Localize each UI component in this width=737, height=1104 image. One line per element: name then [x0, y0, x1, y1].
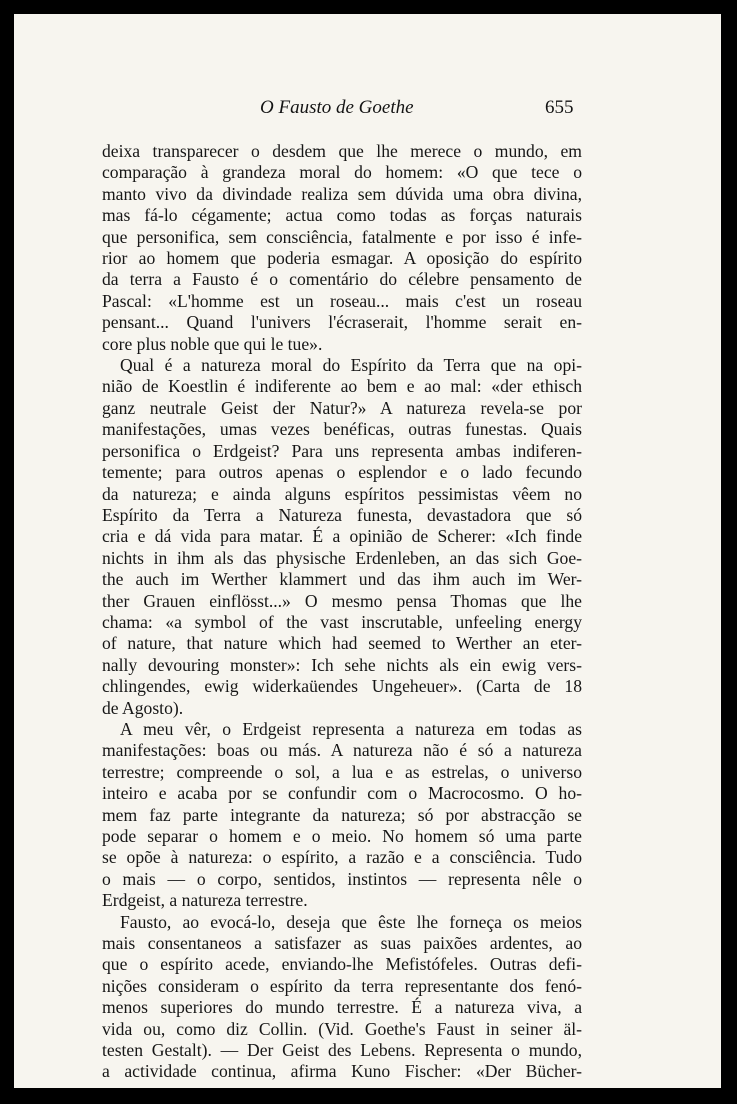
text-line: da natureza; e ainda alguns espíritos pessimistas vêem no: [102, 483, 582, 504]
text-line: de Agosto).: [102, 697, 184, 718]
page-number: 655: [545, 97, 574, 118]
text-line: deixa transparecer o desdem que lhe merece o mundo, em: [102, 141, 582, 161]
body-text: [102, 141, 582, 1083]
page-header: [14, 97, 721, 123]
book-page: [14, 14, 721, 1088]
text-line: the auch im Werther klammert und das ihm auch im Wer-: [102, 569, 582, 590]
text-line: Espírito da Terra a Natureza funesta, devastadora que só: [102, 504, 582, 525]
text-line: Erdgeist, a natureza terrestre.: [102, 890, 308, 911]
text-line: pensant... Quand l'univers l'écraserait, l'homme serait en-: [102, 312, 582, 333]
text-line: vida ou, como diz Collin. (Vid. Goethe's Faust in seiner äl-: [102, 1018, 582, 1039]
text-line: Pascal: «L'homme est un roseau... mais c'est un roseau: [102, 290, 582, 311]
text-line: testen Gestalt). — Der Geist des Lebens. Representa o mundo,: [102, 1040, 582, 1061]
paragraph-first-line: Fausto, ao evocá-lo, deseja que êste lhe forneça os meios: [120, 911, 582, 932]
paragraph-first-line: Qual é a natureza moral do Espírito da Terra que na opi-: [120, 355, 582, 376]
text-line: of nature, that nature which had seemed to Werther an eter-: [102, 633, 582, 654]
text-line: que personifica, sem consciência, fatalmente e por isso é infe-: [102, 226, 582, 247]
paragraph-first-line: A meu vêr, o Erdgeist representa a natureza em todas as: [120, 718, 582, 739]
text-line: cria e dá vida para matar. É a opinião de Scherer: «Ich finde: [102, 526, 582, 547]
text-line: comparação à grandeza moral do homem: «O que tece o: [102, 162, 582, 183]
text-line: que o espírito acede, enviando-lhe Mefistófeles. Outras defi-: [102, 954, 582, 975]
text-line: da terra a Fausto é o comentário do célebre pensamento de: [102, 269, 582, 290]
text-line: menos superiores do mundo terrestre. É a natureza viva, a: [102, 997, 582, 1018]
text-line: nally devouring monster»: Ich sehe nichts als ein ewig vers-: [102, 654, 582, 675]
text-line: manto vivo da divindade realiza sem dúvida uma obra divina,: [102, 183, 582, 204]
text-line: chlingendes, ewig widerkaüendes Ungeheuer». (Carta de 18: [102, 676, 582, 697]
text-line: pode separar o homem e o meio. No homem só uma parte: [102, 826, 582, 846]
text-line: nião de Koestlin é indiferente ao bem e ao mal: «der ethisch: [102, 376, 582, 397]
text-line: manifestações: boas ou más. A natureza não é só a natureza: [102, 740, 582, 761]
text-line: o mais — o corpo, sentidos, instintos — representa nêle o: [102, 868, 582, 889]
text-line: a actividade continua, afirma Kuno Fischer: «Der Bücher-: [102, 1061, 582, 1082]
text-line: nições consideram o espírito da terra representante dos fenó-: [102, 975, 582, 996]
text-line: ganz neutrale Geist der Natur?» A natureza revela-se por: [102, 397, 582, 418]
text-line: personifica o Erdgeist? Para uns representa ambas indiferen-: [102, 440, 582, 461]
text-line: chama: «a symbol of the vast inscrutable, unfeeling energy: [102, 611, 582, 632]
text-line: rior ao homem que poderia esmagar. A oposição do espírito: [102, 248, 582, 269]
text-line: terrestre; compreende o sol, a lua e as estrelas, o universo: [102, 761, 582, 782]
text-line: mas fá-lo cégamente; actua como todas as forças naturais: [102, 205, 582, 226]
text-line: ther Grauen einflösst...» O mesmo pensa Thomas que lhe: [102, 590, 582, 611]
text-line: nichts in ihm als das physische Erdenleben, an das sich Goe-: [102, 547, 582, 568]
text-line: temente; para outros apenas o esplendor e o lado fecundo: [102, 462, 582, 483]
text-line: manifestações, umas vezes benéficas, outras funestas. Quais: [102, 419, 582, 440]
text-line: se opõe à natureza: o espírito, a razão e a consciência. Tudo: [102, 847, 582, 868]
text-line: mais consentaneos a satisfazer as suas paixões ardentes, ao: [102, 933, 582, 954]
running-title: O Fausto de Goethe: [260, 97, 414, 118]
text-line: mem faz parte integrante da natureza; só por abstracção se: [102, 804, 582, 825]
text-line: core plus noble que qui le tue».: [102, 333, 323, 354]
text-line: inteiro e acaba por se confundir com o Macrocosmo. O ho-: [102, 783, 582, 804]
